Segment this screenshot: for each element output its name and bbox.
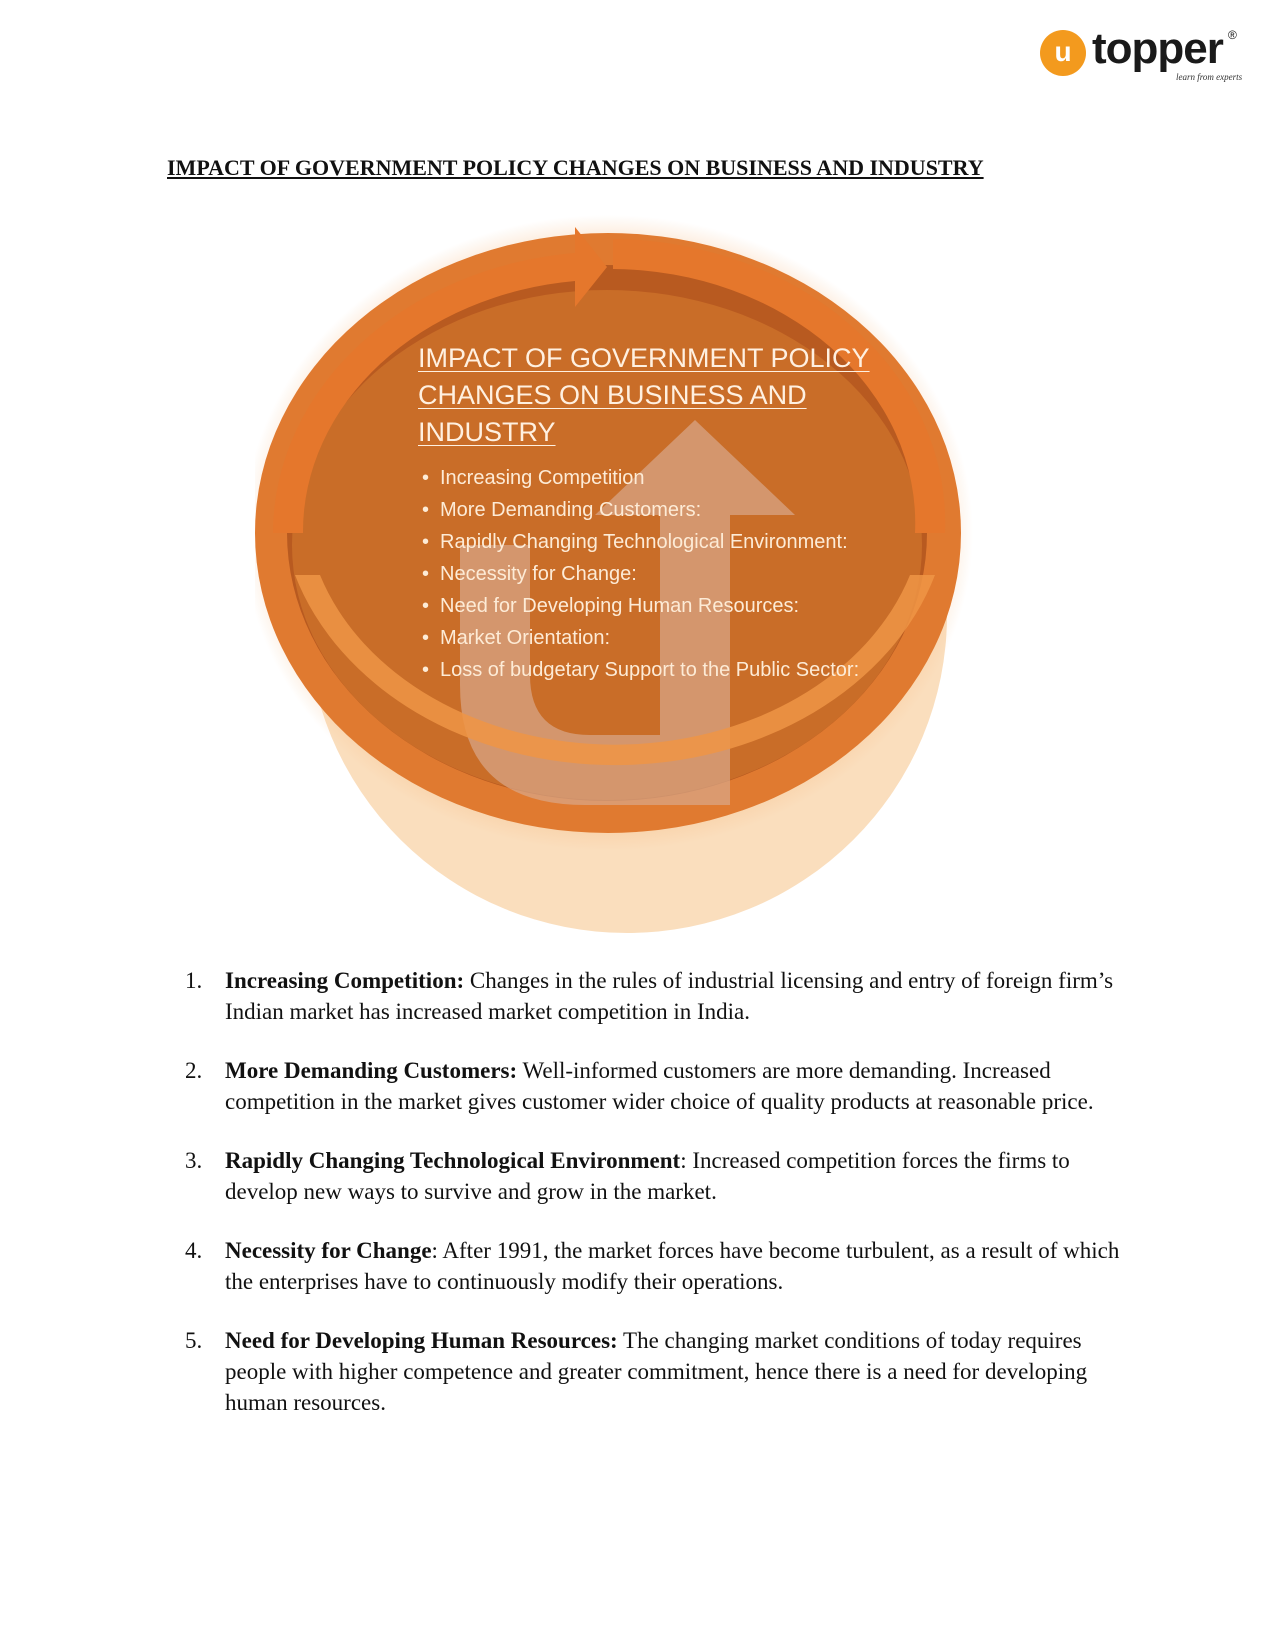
graphic-bullet-list	[420, 465, 860, 689]
logo-tagline: learn from experts	[1176, 72, 1243, 82]
item-number: 4.	[185, 1238, 203, 1263]
item-text: : After 1991, the market forces have become turbulent, as a result of which the enterprises have to continuously modify their operations.	[225, 1238, 1120, 1294]
page-title: IMPACT OF GOVERNMENT POLICY CHANGES ON BUSINESS AND INDUSTRY	[167, 155, 984, 180]
topper-logo-wordmark: topper	[1092, 24, 1223, 73]
graphic-bullet: • More Demanding Customers:	[420, 497, 860, 524]
list-item	[185, 965, 1145, 1027]
item-text: Changes in the rules of industrial licensing and entry of foreign firm’s Indian market has increased market competition in India.	[225, 968, 1114, 1024]
item-number: 2.	[185, 1058, 203, 1083]
graphic-bullet: • Rapidly Changing Technological Environment:	[420, 529, 860, 556]
list-item	[185, 1325, 1145, 1418]
item-term: Rapidly Changing Technological Environment	[225, 1148, 681, 1173]
graphic-bullet: • Loss of budgetary Support to the Public Sector:	[420, 657, 860, 684]
item-number: 1.	[185, 968, 203, 993]
item-term: Increasing Competition:	[225, 968, 465, 993]
graphic-bullet: • Market Orientation:	[420, 625, 860, 652]
cycle-graphic	[255, 215, 1025, 985]
graphic-bullet: • Necessity for Change:	[420, 561, 860, 588]
item-text: : Increased competition forces the firms to develop new ways to survive and grow in the market.	[225, 1148, 1070, 1204]
item-term: Need for Developing Human Resources:	[225, 1328, 618, 1353]
points-list	[185, 965, 1145, 1446]
list-item	[185, 1145, 1145, 1207]
graphic-title: IMPACT OF GOVERNMENT POLICY CHANGES ON BUSINESS AND INDUSTRY	[418, 343, 870, 447]
topper-logo	[1040, 24, 1250, 88]
list-item	[185, 1055, 1145, 1117]
graphic-bullet: • Increasing Competition	[420, 465, 860, 492]
graphic-bullet: • Need for Developing Human Resources:	[420, 593, 860, 620]
item-term: Necessity for Change	[225, 1238, 432, 1263]
item-text: The changing market conditions of today requires people with higher competence and greater commitment, hence there is a need for developing human resources.	[225, 1328, 1088, 1415]
item-number: 5.	[185, 1328, 203, 1353]
item-text: Well-informed customers are more demanding. Increased competition in the market gives customer wider choice of quality products at reasonable price.	[225, 1058, 1094, 1114]
registered-mark: ®	[1228, 28, 1237, 42]
item-number: 3.	[185, 1148, 203, 1173]
list-item	[185, 1235, 1145, 1297]
topper-logo-mark: u	[1040, 30, 1086, 76]
item-term: More Demanding Customers:	[225, 1058, 518, 1083]
